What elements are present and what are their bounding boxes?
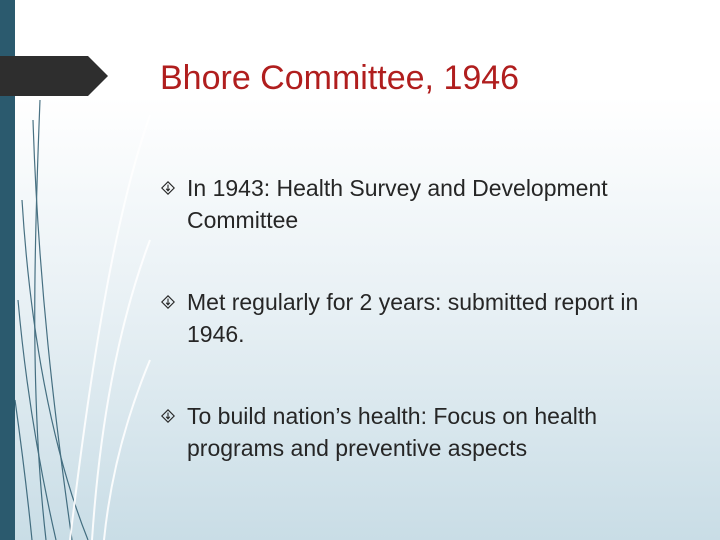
slide-title: Bhore Committee, 1946: [160, 59, 520, 97]
bullet-item: [158, 400, 698, 464]
title-tab-arrow: [0, 56, 108, 96]
bullet-item: [158, 286, 698, 350]
bullet-text: To build nation’s health: Focus on health programs and preventive aspects: [187, 403, 598, 461]
bullet-item: [158, 172, 698, 236]
diamond-arrow-icon: [161, 295, 175, 309]
bullet-text: Met regularly for 2 years: submitted report in 1946.: [187, 289, 639, 347]
bullet-text: In 1943: Health Survey and Development Committee: [187, 175, 608, 233]
diamond-arrow-icon: [161, 181, 175, 195]
diamond-arrow-icon: [161, 409, 175, 423]
bullet-list: [158, 172, 698, 514]
